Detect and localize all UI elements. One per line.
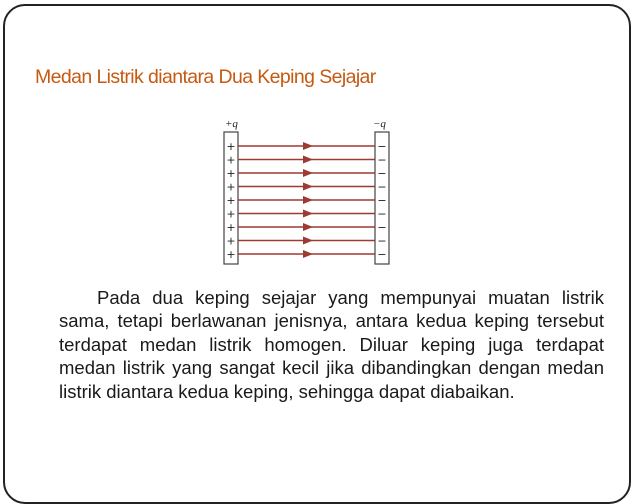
negative-charge: − bbox=[377, 140, 387, 153]
slide-title: Medan Listrik diantara Dua Keping Sejajar bbox=[35, 66, 376, 88]
body-paragraph: Pada dua keping sejajar yang mempunyai muatan listrik sama, tetapi berlawanan jenisnya, antara kedua keping tersebut terdapat medan listrik homogen. Diluar keping juga terdapat medan listrik yang sangat kecil jika dibandingkan dengan medan listrik diantara kedua keping, sehingga dapat diabaikan. bbox=[59, 287, 604, 402]
negative-charge: − bbox=[377, 248, 387, 261]
field-arrow-icon bbox=[303, 183, 313, 191]
field-arrow-icon bbox=[303, 196, 313, 204]
field-arrow-icon bbox=[303, 156, 313, 164]
positive-charge: + bbox=[226, 153, 236, 167]
negative-charge: − bbox=[377, 180, 387, 194]
parallel-plates-diagram bbox=[218, 116, 404, 270]
field-arrow-icon bbox=[303, 169, 313, 177]
negative-charge: − bbox=[377, 167, 387, 180]
positive-charge: + bbox=[226, 221, 236, 234]
negative-charge: − bbox=[377, 194, 387, 207]
positive-charge: + bbox=[226, 234, 236, 248]
positive-charge: + bbox=[226, 140, 236, 153]
field-arrow-icon bbox=[303, 223, 313, 231]
positive-charge: + bbox=[226, 167, 236, 180]
negative-charge: − bbox=[377, 153, 387, 167]
negative-charge: − bbox=[377, 234, 387, 248]
negative-charge: − bbox=[377, 221, 387, 234]
field-arrow-icon bbox=[303, 250, 313, 258]
right-plate-label: −q bbox=[373, 118, 386, 130]
positive-charge: + bbox=[226, 248, 236, 261]
field-arrow-icon bbox=[303, 237, 313, 245]
negative-charge: − bbox=[377, 207, 387, 221]
left-plate-label: +q bbox=[225, 118, 238, 130]
positive-charge: + bbox=[226, 180, 236, 194]
field-arrow-icon bbox=[303, 142, 313, 150]
positive-charge: + bbox=[226, 194, 236, 207]
positive-charge: + bbox=[226, 207, 236, 221]
field-arrow-icon bbox=[303, 210, 313, 218]
parallel-plates-figure bbox=[218, 116, 404, 270]
